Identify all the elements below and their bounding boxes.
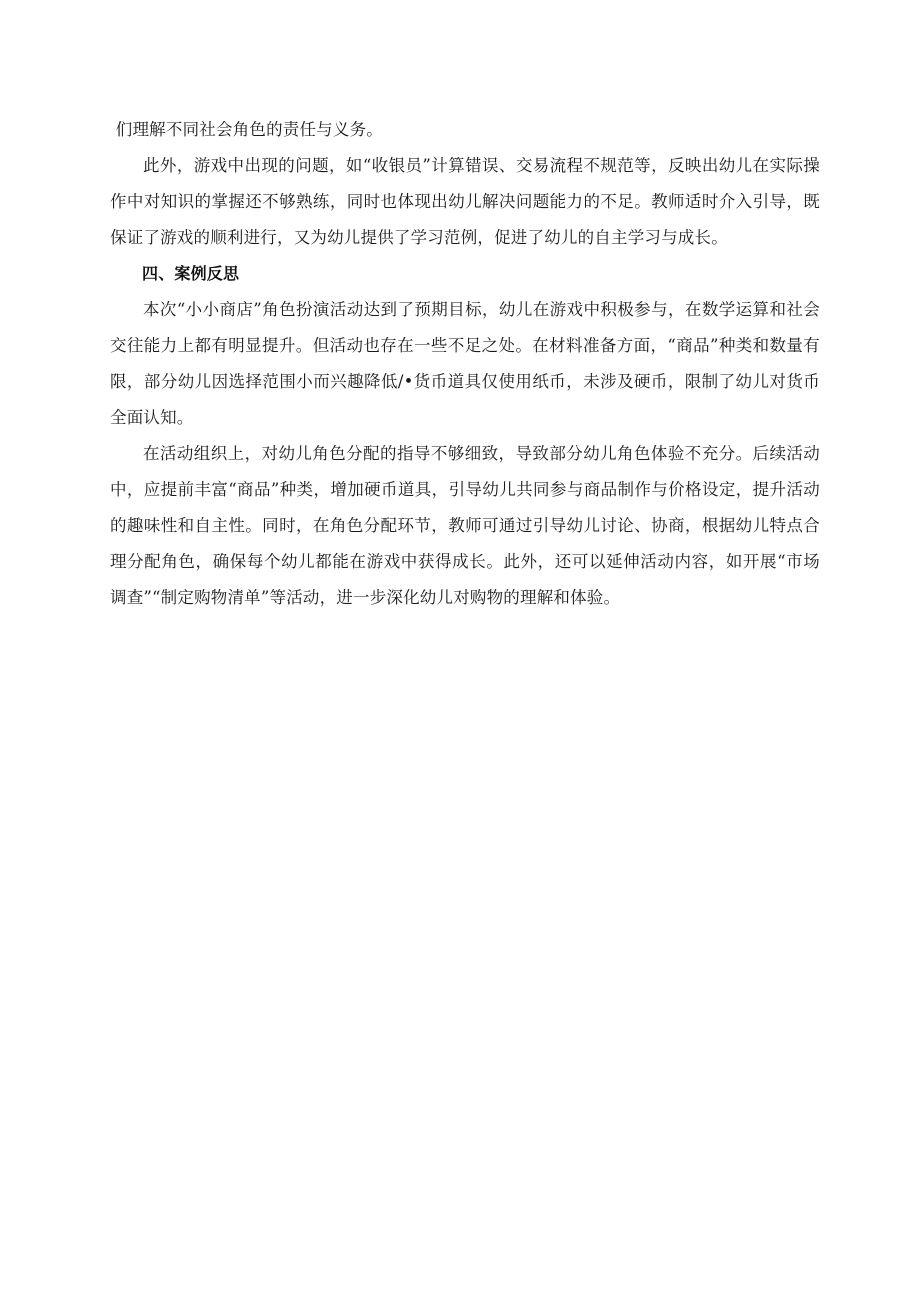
paragraph-problems-analysis: 此外，游戏中出现的问题，如“收银员”计算错误、交易流程不规范等，反映出幼儿在实际操作中对知识的掌握还不够熟练，同时也体现出幼儿解决问题能力的不足。教师适时介入引导，既保证了游戏的顺利进行，又为幼儿提供了学习范例，促进了幼儿的自主学习与成长。: [110, 156, 820, 247]
document-body: [110, 112, 820, 616]
paragraph-continuation: 们理解不同社会角色的责任与义务。: [115, 120, 383, 139]
paragraph-reflection-goals: 本次“小小商店”角色扮演活动达到了预期目标，幼儿在游戏中积极参与，在数学运算和社会交往能力上都有明显提升。但活动也存在一些不足之处。在材料准备方面，“商品”种类和数量有限，部分幼儿因选择范围小而兴趣降低/•货币道具仅使用纸币，未涉及硬币，限制了幼儿对货币全面认知。: [110, 300, 820, 427]
section-heading-reflection: 四、案例反思: [142, 264, 240, 283]
paragraph-improvements: 在活动组织上，对幼儿角色分配的指导不够细致，导致部分幼儿角色体验不充分。后续活动中，应提前丰富“商品”种类，增加硬币道具，引导幼儿共同参与商品制作与价格设定，提升活动的趣味性和自主性。同时，在角色分配环节，教师可通过引导幼儿讨论、协商，根据幼儿特点合理分配角色，确保每个幼儿都能在游戏中获得成长。此外，还可以延伸活动内容，如开展“市场调查”“制定购物清单”等活动，进一步深化幼儿对购物的理解和体验。: [110, 444, 820, 607]
